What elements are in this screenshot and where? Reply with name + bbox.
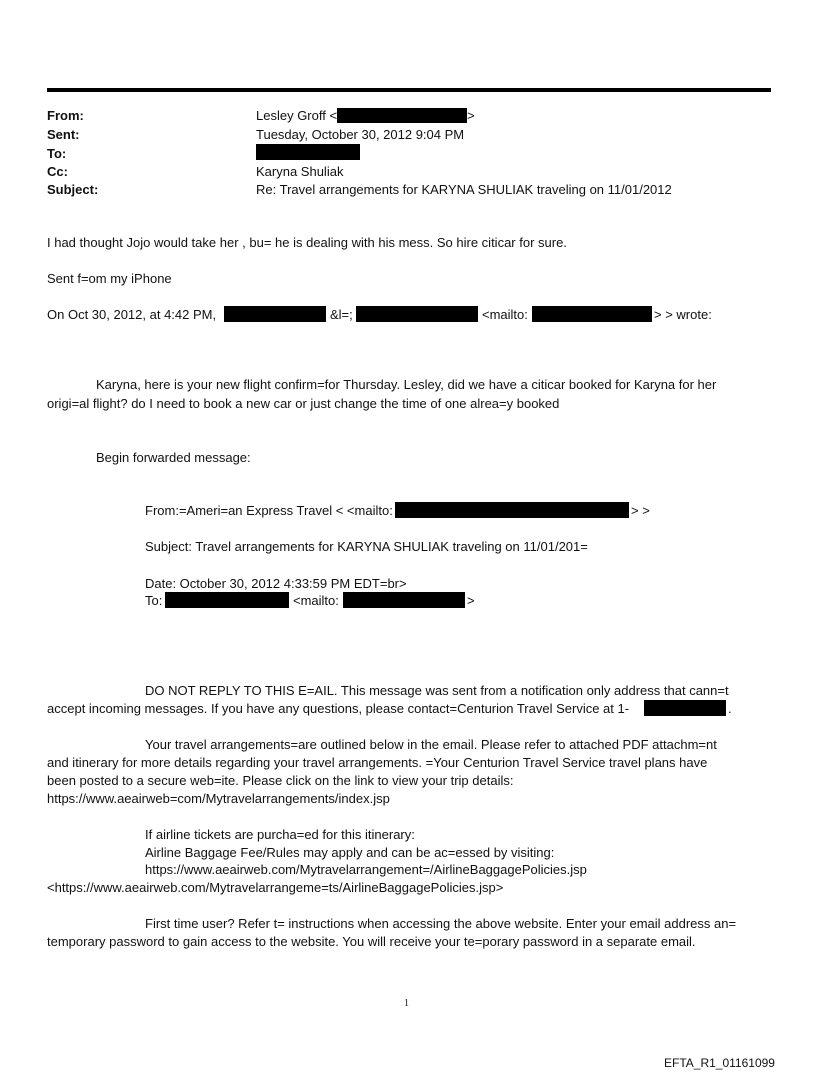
airline-line-1: If airline tickets are purcha=ed for this itinerary: [145,827,415,842]
redaction-box [343,592,465,608]
fwd-to-end: > [467,593,475,608]
redaction-box [395,502,629,518]
to-label: To: [47,146,67,161]
begin-forwarded: Begin forwarded message: [96,450,251,465]
noreply-line-2: accept incoming messages. If you have any questions, please contact=Centurion Travel Service at 1- [47,701,630,716]
redaction-box [644,700,726,716]
from-name: Lesley Groff < [256,108,338,123]
travel-line-2: and itinerary for more details regarding your travel arrangements. =Your Centurion Travel Service travel plans have [47,755,708,770]
karyna-para-line-2: origi=al flight? do I need to book a new car or just change the time of one alrea=y booked [47,396,560,411]
header-rule [47,88,771,92]
on-date-end: > > wrote: [654,307,712,322]
redaction-box [337,108,467,123]
airline-link-2[interactable]: <https://www.aeairweb.com/Mytravelarrangeme=ts/AirlineBaggagePolicies.jsp> [47,880,504,895]
fwd-subject: Subject: Travel arrangements for KARYNA SHULIAK traveling on 11/01/201= [145,539,588,554]
subject-label: Subject: [47,182,99,197]
sent-label: Sent: [47,127,80,142]
noreply-line-2-end: . [728,701,732,716]
cc-label: Cc: [47,164,68,179]
page-number: 1 [404,998,409,1009]
karyna-para-line-1: Karyna, here is your new flight confirm=for Thursday. Lesley, did we have a citicar booked for Karyna for her [96,377,717,392]
on-date-mid: &l=; [330,307,353,322]
redaction-box [224,306,326,322]
sent-from-line: Sent f=om my iPhone [47,271,172,286]
firsttime-line-2: temporary password to gain access to the website. You will receive your te=porary password in a separate email. [47,934,696,949]
from-label: From: [47,108,84,123]
noreply-line-1: DO NOT REPLY TO THIS E=AIL. This message was sent from a notification only address that cann=t [145,683,729,698]
redaction-box [256,144,360,160]
from-value [256,108,475,124]
airline-link-1[interactable]: https://www.aeairweb.com/Mytravelarrangement=/AirlineBaggagePolicies.jsp [145,862,587,877]
fwd-date: Date: October 30, 2012 4:33:59 PM EDT=br> [145,576,407,591]
fwd-to-mailto: <mailto: [293,593,339,608]
travel-line-3: been posted to a secure web=ite. Please click on the link to view your trip details: [47,773,514,788]
travel-link[interactable]: https://www.aeairweb=com/Mytravelarrangements/index.jsp [47,791,390,806]
from-close: > [467,108,475,123]
airline-line-2: Airline Baggage Fee/Rules may apply and can be ac=essed by visiting: [145,845,555,860]
subject-value: Re: Travel arrangements for KARYNA SHULIAK traveling on 11/01/2012 [256,182,672,197]
on-date-line: On Oct 30, 2012, at 4:42 PM, [47,307,217,322]
cc-value: Karyna Shuliak [256,164,344,179]
firsttime-line-1: First time user? Refer t= instructions when accessing the above website. Enter your email address an= [145,916,737,931]
fwd-from-prefix: From:=Ameri=an Express Travel < <mailto: [145,503,393,518]
redaction-box [165,592,289,608]
redaction-box [532,306,652,322]
to-value [256,144,360,161]
reply-line: I had thought Jojo would take her , bu= he is dealing with his mess. So hire citicar for sure. [47,235,567,250]
sent-value: Tuesday, October 30, 2012 9:04 PM [256,127,465,142]
travel-line-1: Your travel arrangements=are outlined below in the email. Please refer to attached PDF attachm=nt [145,737,717,752]
fwd-from-end: > > [631,503,650,518]
on-date-mailto: <mailto: [482,307,528,322]
document-id: EFTA_R1_01161099 [664,1056,775,1070]
redaction-box [356,306,478,322]
fwd-to-prefix: To: [145,593,163,608]
